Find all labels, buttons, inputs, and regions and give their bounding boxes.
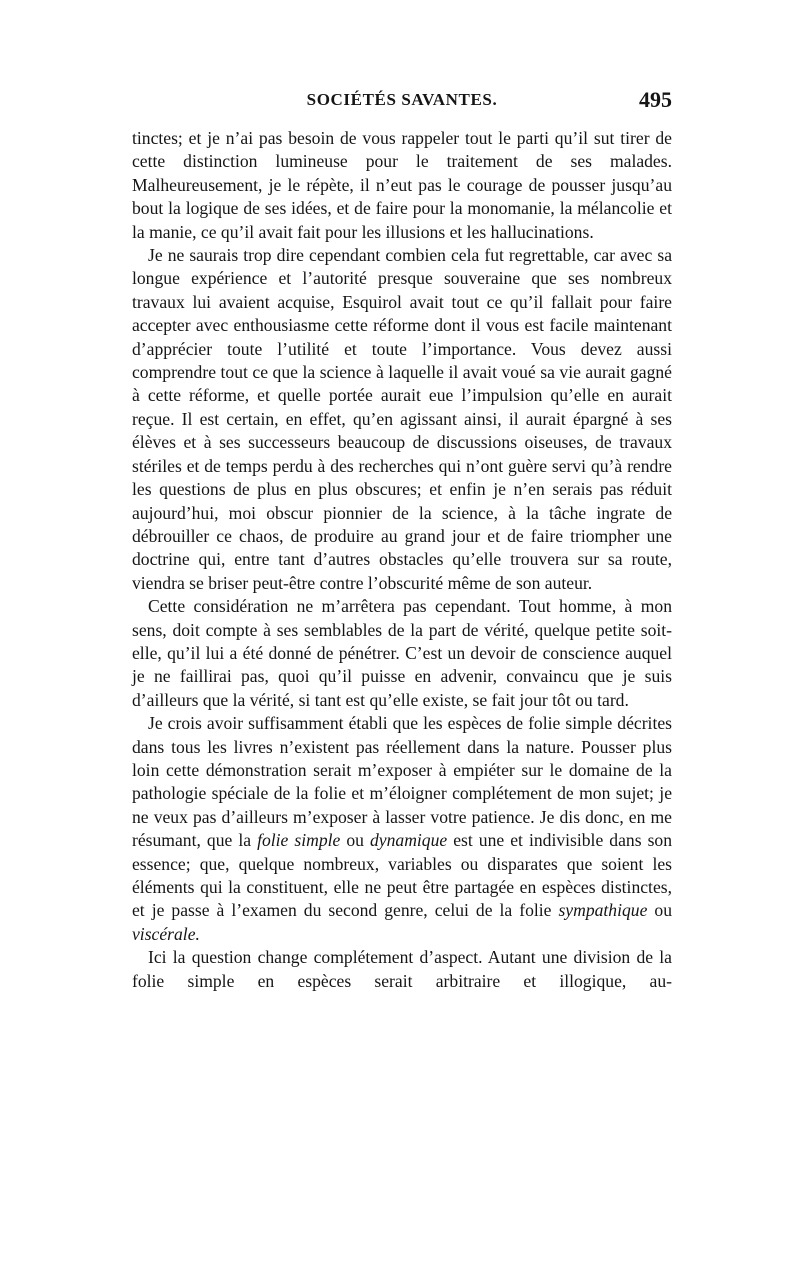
- paragraph-3: [132, 595, 672, 712]
- body-text: [132, 127, 672, 993]
- paragraph-1-text: tinctes; et je n’ai pas besoin de vous rappeler tout le parti qu’il sut tirer de cette distinction lumineuse pour le traitement de ses malades. Malheureusement, je le répète, il n’eut pas le courage de pousser jusqu’au bout la logique de ses idées, et de faire pour la monomanie, la mélancolie et la manie, ce qu’il avait fait pour les illusions et les hallucinations.: [132, 128, 672, 242]
- page-header: [132, 87, 672, 118]
- paragraph-5: [132, 946, 672, 993]
- paragraph-5-text: Ici la question change complétement d’aspect. Autant une division de la folie simple en espèces serait arbitraire et illogique, au-: [132, 947, 672, 991]
- paragraph-4-text-1: Je crois avoir suffisamment établi que les espèces de folie simple décrites dans tous les livres n’existent pas réellement dans la nature. Pousser plus loin cette démonstration serait m’exposer à empiéter sur le domaine de la pathologie spéciale de la folie et m’éloigner complétement de mon sujet; je ne veux pas d’ailleurs m’exposer à lasser votre patience. Je dis donc, en me résumant, que la: [132, 713, 672, 851]
- running-title: SOCIÉTÉS SAVANTES.: [306, 90, 498, 109]
- paragraph-2-text: Je ne saurais trop dire cependant combien cela fut regrettable, car avec sa longue expérience et l’autorité presque souveraine que ses nombreux travaux lui avaient acquise, Esquirol avait tout ce qu’il fallait pour faire accepter avec enthousiasme cette réforme dont il vous est facile maintenant d’apprécier toute l’utilité et toute l’importance. Vous devez aussi comprendre tout ce que la science à laquelle il avait voué sa vie aurait gagné à cette réforme, et quelle portée aurait eue l’impulsion qu’elle en aurait reçue. Il est certain, en effet, qu’en agissant ainsi, il aurait épargné à ses élèves et à ses successeurs beaucoup de discussions oiseuses, de travaux stériles et de temps perdu à des recherches qui n’ont guère servi qu’à rendre les questions de plus en plus obscures; et enfin je n’en serais pas réduit aujourd’hui, moi obscur pionnier de la science, à la tâche ingrate de débrouiller ce chaos, de produire au grand jour et de faire triompher une doctrine qui, entre tant d’autres obstacles qu’elle trouvera sur sa route, viendra se briser peut-être contre l’obscurité même de son auteur.: [132, 245, 672, 593]
- term-viscerale: viscérale.: [132, 923, 200, 944]
- paragraph-4: [132, 712, 672, 946]
- paragraph-2: [132, 244, 672, 595]
- page-number: 495: [639, 87, 672, 112]
- term-dynamique: dynamique: [370, 830, 448, 851]
- term-folie-simple: folie simple: [257, 830, 341, 851]
- paragraph-1: [132, 127, 672, 244]
- paragraph-4-text-2: ou: [340, 830, 370, 851]
- paragraph-3-text: Cette considération ne m’arrêtera pas cependant. Tout homme, à mon sens, doit compte à ses semblables de la part de vérité, quelque petite soit-elle, qu’il lui a été donné de pénétrer. C’est un devoir de conscience auquel je ne faillirai pas, quoi qu’il puisse en advenir, convaincu que je suis d’ailleurs que la vérité, si tant est qu’elle existe, se fait jour tôt ou tard.: [132, 596, 672, 710]
- term-sympathique: sympathique: [558, 900, 648, 921]
- paragraph-4-text-4: ou: [647, 900, 672, 921]
- paragraph-4-text-3: est une et indivisible dans son essence; que, quelque nombreux, variables ou disparates que soient les éléments qui la constituent, elle ne peut être partagée en espèces distinctes, et je passe à l’examen du second genre, celui de la folie: [132, 830, 673, 921]
